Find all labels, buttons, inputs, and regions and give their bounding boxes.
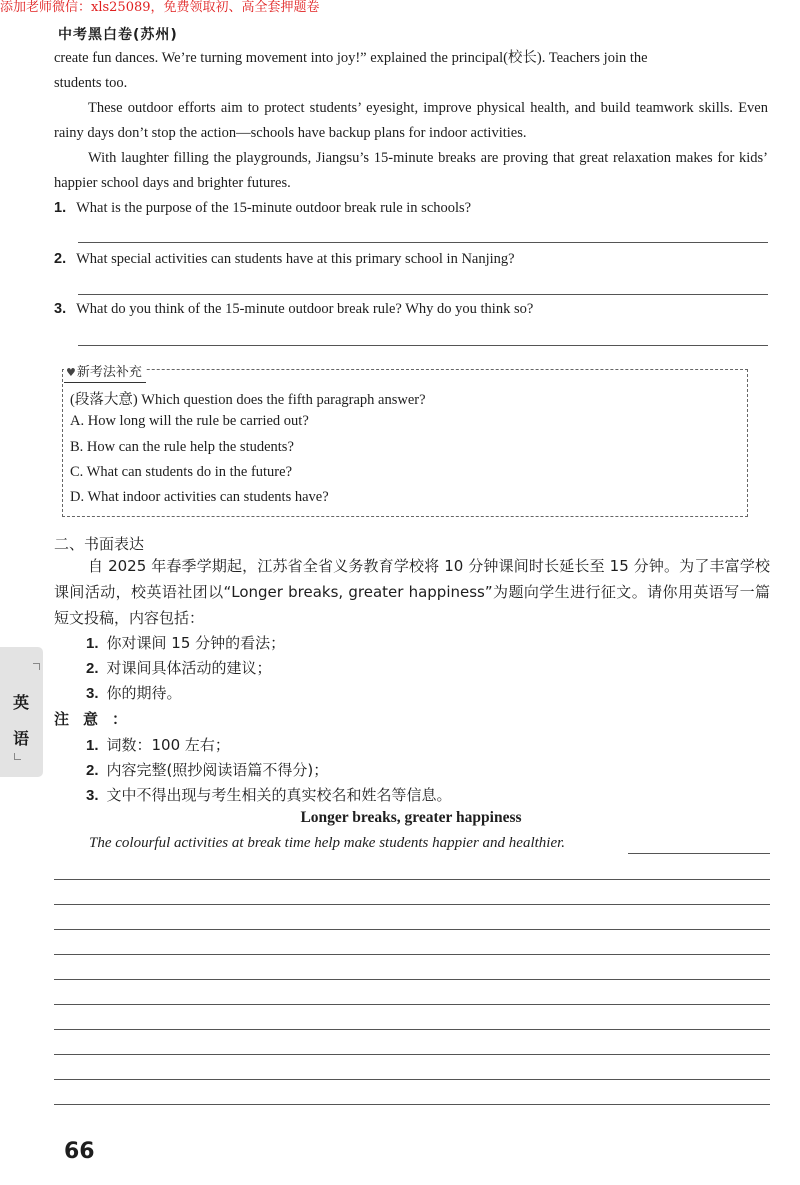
essay-title: Longer breaks, greater happiness [300, 809, 522, 826]
writing-line-4[interactable] [54, 954, 770, 955]
subject-side-tab [0, 647, 43, 777]
watermark-text: 添加老师微信：xls25089，免费领取初、高全套押题卷 [0, 0, 320, 15]
item-number: 1. [86, 737, 99, 754]
note-label: 注意： [54, 710, 142, 728]
writing-line-8[interactable] [54, 1054, 770, 1055]
option-c[interactable]: C. What can students do in the future? [70, 464, 293, 480]
item-number: 2. [86, 762, 99, 779]
question-text: What special activities can students have at this primary school in Nanjing? [76, 251, 515, 267]
writing-line-6[interactable] [54, 1004, 770, 1005]
answer-line-2[interactable] [78, 294, 768, 295]
side-tab-label [10, 685, 32, 757]
answer-line-3[interactable] [78, 345, 768, 346]
item-text: 内容完整(照抄阅读语篇不得分)； [106, 761, 329, 779]
content-item-3 [86, 682, 182, 703]
header-title: 中考黑白卷(苏州) [58, 27, 178, 43]
question-number: 1. [54, 200, 67, 216]
writing-line-5[interactable] [54, 979, 770, 980]
question-number: 2. [54, 251, 67, 267]
writing-line-10[interactable] [54, 1104, 770, 1105]
supplement-tag-label: 新考法补充 [76, 365, 142, 380]
writing-line-9[interactable] [54, 1079, 770, 1080]
side-tab-char: 语 [12, 729, 29, 748]
section-title: 二、书面表达 [54, 535, 145, 553]
passage-paragraph-3: With laughter filling the playgrounds, Jiangsu’s 15-minute breaks are proving that great relaxation makes for kids’ happier school days and brighter futures. [54, 150, 768, 191]
heart-icon: ♥ [66, 366, 76, 379]
content-item-2 [86, 657, 272, 678]
supplement-question: (段落大意) Which question does the fifth paragraph answer? [70, 392, 426, 408]
side-tab-char: 英 [12, 693, 29, 712]
option-d[interactable]: D. What indoor activities can students have? [70, 489, 329, 505]
item-number: 3. [86, 685, 99, 702]
question-number: 3. [54, 301, 67, 317]
writing-line-7[interactable] [54, 1029, 770, 1030]
item-number: 3. [86, 787, 99, 804]
note-item-3 [86, 784, 452, 805]
writing-line-2[interactable] [54, 904, 770, 905]
item-text: 文中不得出现与考生相关的真实校名和姓名等信息。 [106, 786, 452, 804]
item-number: 1. [86, 635, 99, 652]
writing-line-3[interactable] [54, 929, 770, 930]
question-2 [54, 251, 515, 268]
passage-line: create fun dances. We’re turning movement into joy!” explained the principal(校长). Teachers join the [54, 50, 648, 66]
passage-paragraph-1 [54, 46, 768, 96]
item-text: 你的期待。 [106, 684, 182, 702]
item-number: 2. [86, 660, 99, 677]
corner-mark [33, 663, 40, 670]
answer-line-1[interactable] [78, 242, 768, 243]
essay-first-line[interactable] [628, 853, 770, 854]
note-item-2 [86, 759, 328, 780]
content-item-1 [86, 632, 285, 653]
corner-mark [14, 753, 21, 760]
option-b[interactable]: B. How can the rule help the students? [70, 439, 294, 455]
question-1 [54, 200, 471, 217]
question-3 [54, 301, 533, 318]
page-number: 66 [64, 1139, 95, 1164]
item-text: 你对课间 15 分钟的看法； [106, 634, 286, 652]
question-text: What is the purpose of the 15-minute outdoor break rule in schools? [76, 200, 472, 216]
item-text: 对课间具体活动的建议； [106, 659, 272, 677]
passage-line: students too. [54, 75, 128, 91]
question-text: What do you think of the 15-minute outdoor break rule? Why do you think so? [76, 301, 534, 317]
option-a[interactable]: A. How long will the rule be carried out? [70, 413, 309, 429]
essay-start-sentence: The colourful activities at break time help make students happier and healthier. [89, 835, 566, 851]
item-text: 词数：100 左右； [106, 736, 230, 754]
note-item-1 [86, 734, 230, 755]
supplement-tag [64, 364, 146, 383]
passage-paragraph-2: These outdoor efforts aim to protect students’ eyesight, improve physical health, and build teamwork skills. Even rainy days don’t stop the action—schools have backup plans for indoor activities. [54, 100, 768, 141]
writing-line-1[interactable] [54, 879, 770, 880]
writing-prompt: 自 2025 年春季学期起，江苏省全省义务教育学校将 10 分钟课间时长延长至 15 分钟。为了丰富学校课间活动，校英语社团以“Longer breaks, greater happiness”为题向学生进行征文。请你用英语写一篇短文投稿，内容包括： [54, 557, 770, 627]
